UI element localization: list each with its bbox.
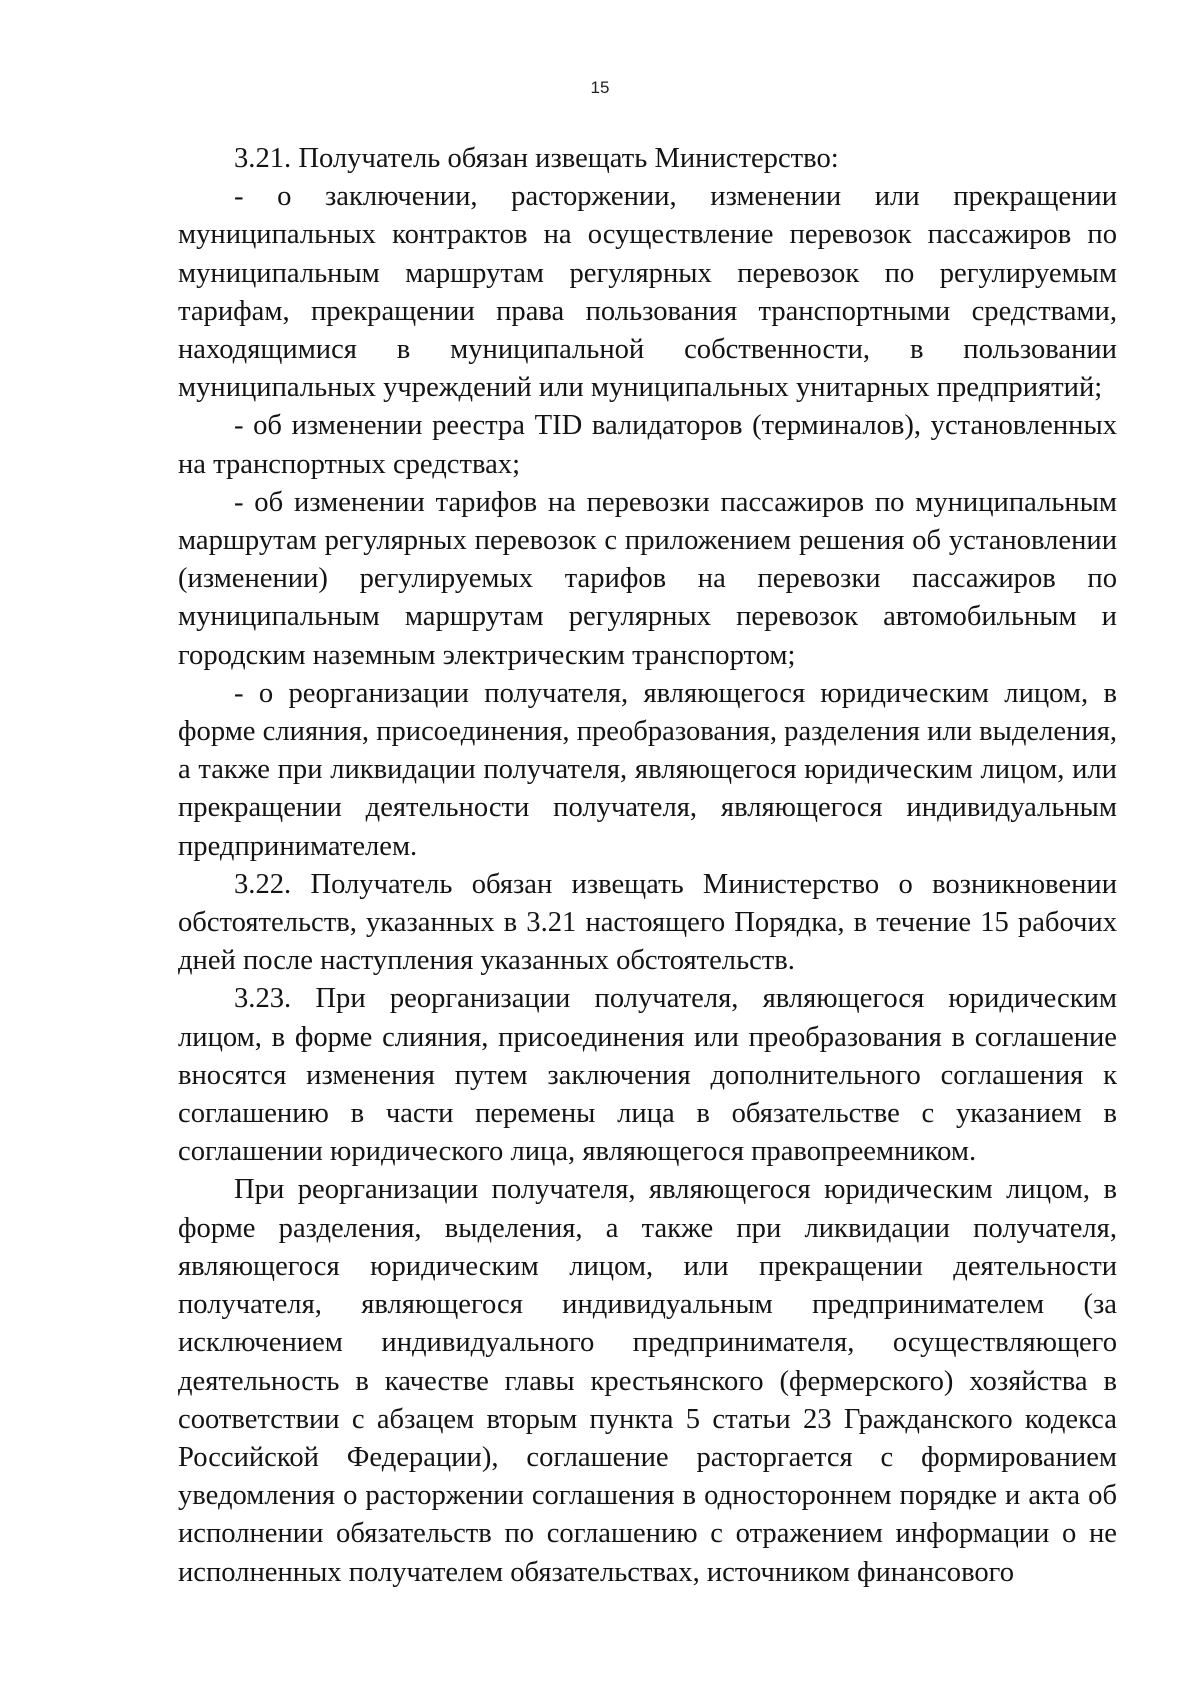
page-number: 15 — [590, 78, 610, 97]
paragraph-tariffs-item: - об изменении тарифов на перевозки пассажиров по муниципальным маршрутам регулярных перевозок с приложением решения об установлении (изменении) регулируемых тарифов на перевозки пассажиров по муниципальным маршрутам регулярных перевозок автомобильным и городским наземным электрическим транспортом; — [178, 486, 1117, 671]
paragraph-contracts-item: - о заключении, расторжении, изменении или прекращении муниципальных контрактов на осуществление перевозок пассажиров по муниципальным маршрутам регулярных перевозок по регулируемым тарифам, прекращении права пользования транспортными средствами, находящимися в муниципальной собственности, в пользовании муниципальных учреждений или муниципальных унитарных предприятий; — [178, 181, 1117, 404]
document-body — [178, 140, 1117, 1592]
paragraph-tid-registry-item: - об изменении реестра TID валидаторов (терминалов), установленных на транспортных средствах; — [178, 410, 1117, 480]
paragraph-reorganization-item: - о реорганизации получателя, являющегося юридическим лицом, в форме слияния, присоединения, преобразования, разделения или выделения, а также при ликвидации получателя, являющегося юридическим лицом, или прекращении деятельности получателя, являющегося индивидуальным предпринимателем. — [178, 677, 1117, 862]
paragraph-termination: При реорганизации получателя, являющегося юридическим лицом, в форме разделения, выделения, а также при ликвидации получателя, являющегося юридическим лицом, или прекращении деятельности получателя, являющегося индивидуальным предпринимателем (за исключением индивидуального предпринимателя, осуществляющего деятельность в качестве главы крестьянского (фермерского) хозяйства в соответствии с абзацем вторым пункта 5 статьи 23 Гражданского кодекса Российской Федерации), соглашение расторгается с формированием уведомления о расторжении соглашения в одностороннем порядке и акта об исполнении обязательств по соглашению с отражением информации о не исполненных получателем обязательствах, источником финансового — [178, 1174, 1117, 1588]
paragraph-3-22: 3.22. Получатель обязан извещать Министерство о возникновении обстоятельств, указанных в 3.21 настоящего Порядка, в течение 15 рабочих дней после наступления указанных обстоятельств. — [178, 868, 1117, 977]
paragraph-3-23: 3.23. При реорганизации получателя, являющегося юридическим лицом, в форме слияния, присоединения или преобразования в соглашение вносятся изменения путем заключения дополнительного соглашения к соглашению в части перемены лица в обязательстве с указанием в соглашении юридического лица, являющегося правопреемником. — [178, 983, 1117, 1168]
paragraph-3-21-heading: 3.21. Получатель обязан извещать Министерство: — [234, 143, 839, 174]
